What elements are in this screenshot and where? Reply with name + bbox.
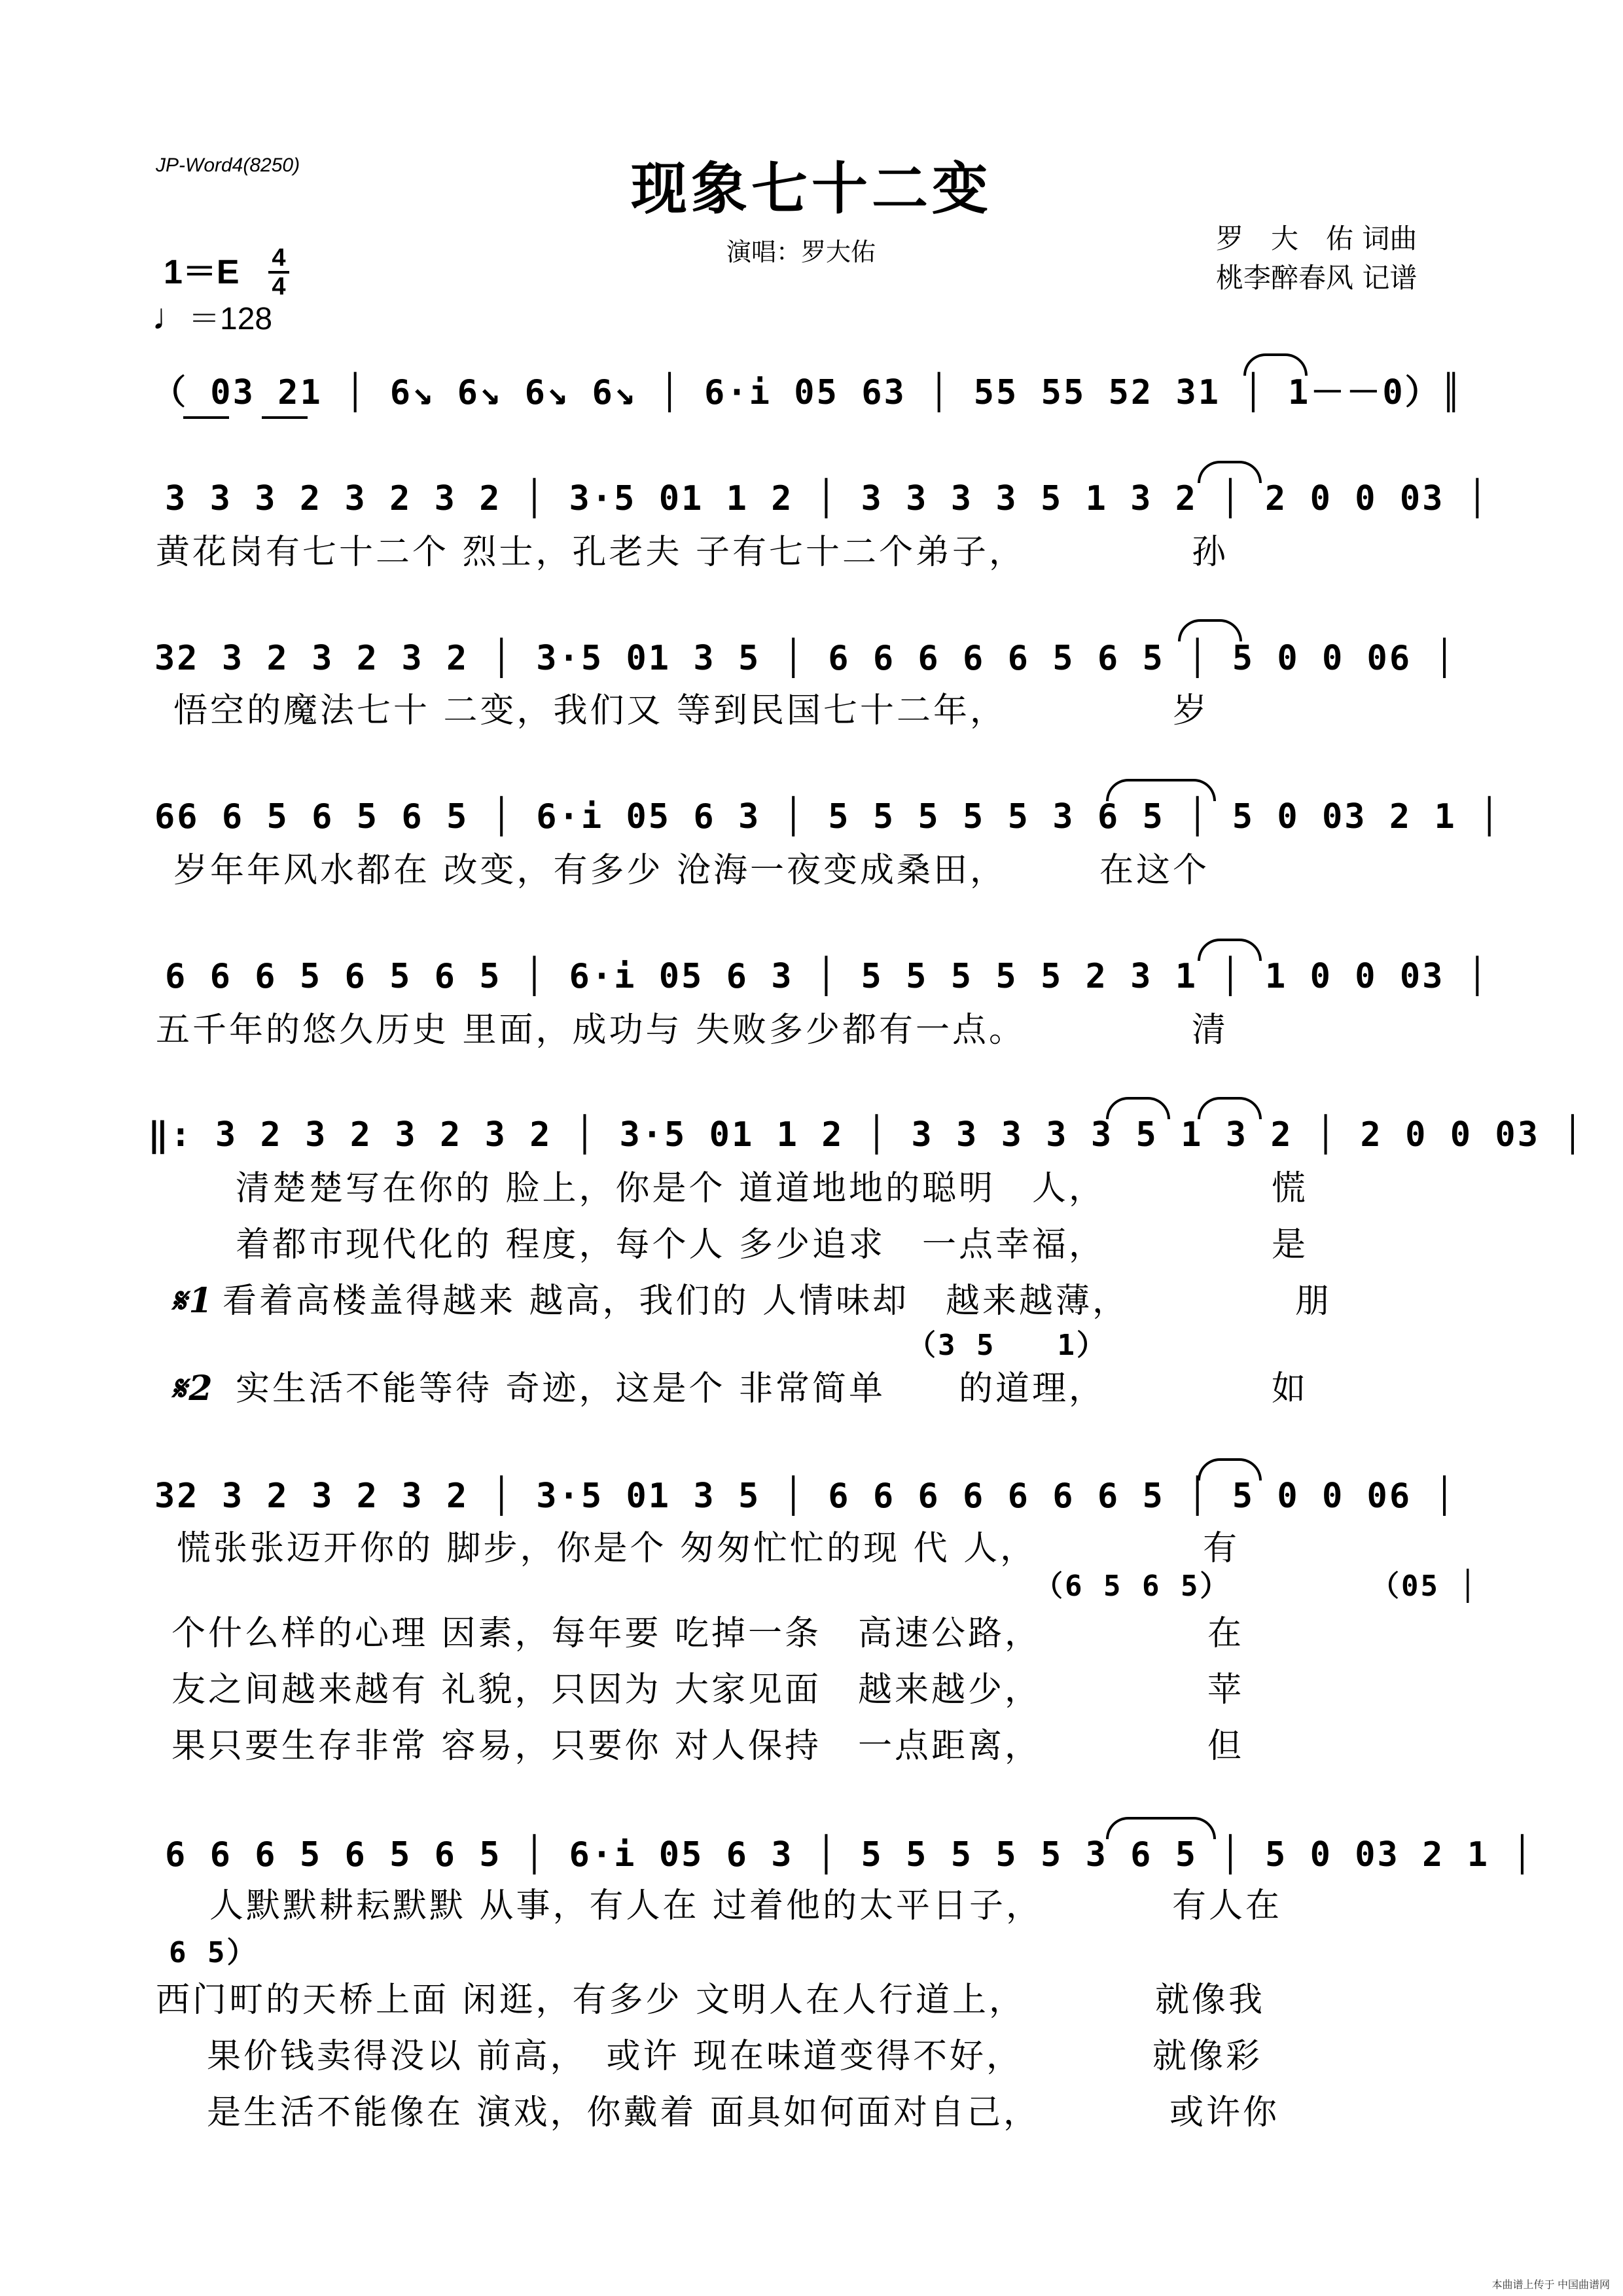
time-signature bbox=[268, 244, 289, 301]
lyric-line-4: 五千年的悠久历史 里面，成功与 失败多少都有一点。 清 bbox=[156, 1011, 1229, 1050]
tie-arc bbox=[1106, 1817, 1216, 1839]
notation-line-6: 32 3 2 3 2 3 2 │ 3·5 01 3 5 │ 6 6 6 6 6 6 6 5 │ 5 0 0 06 │ bbox=[154, 1477, 1457, 1516]
lyric-verse-3b: 友之间越来越有 礼貌，只因为 大家见面 越来越少， 苹 bbox=[171, 1670, 1245, 1710]
lyric-line-3: 岁年年风水都在 改变，有多少 沧海一夜变成桑田， 在这个 bbox=[173, 851, 1210, 890]
underline bbox=[183, 416, 229, 419]
segno-2-icon: 𝄋2 bbox=[171, 1369, 215, 1408]
alt-notation: （05 │ bbox=[1370, 1570, 1478, 1603]
alt-notation: （3 5 1） bbox=[907, 1329, 1107, 1362]
notation-line-7: 6 6 6 5 6 5 6 5 │ 6·i 05 6 3 │ 5 5 5 5 5 3 6 5 │ 5 0 03 2 1 │ bbox=[165, 1835, 1535, 1874]
quarter-note-icon: ♩ bbox=[152, 296, 188, 337]
lyric-verse-1b: 慌张张迈开你的 脚步，你是个 匆匆忙忙的现 代 人， 有 bbox=[177, 1529, 1240, 1568]
notation-line-intro: （ 03 21 │ 6↘ 6↘ 6↘ 6↘ │ 6·i 05 63 │ 55 55 52 31 │ 1－－0）║ bbox=[152, 373, 1463, 412]
notation-line-1: 3 3 3 2 3 2 3 2 │ 3·5 01 1 2 │ 3 3 3 3 5 1 3 2 │ 2 0 0 03 │ bbox=[165, 479, 1490, 518]
lyric-verse-2c: 西门町的天桥上面 闲逛，有多少 文明人在人行道上， 就像我 bbox=[156, 1981, 1266, 2020]
lyric-verse-3: 看着高楼盖得越来 越高，我们的 人情味却 越来越薄， 朋 bbox=[223, 1282, 1332, 1321]
tempo-marking bbox=[152, 298, 272, 335]
tie-arc bbox=[1198, 1458, 1262, 1480]
alt-notation: 6 5） bbox=[169, 1936, 258, 1969]
lyric-line-1: 黄花岗有七十二个 烈士，孔老夫 子有七十二个弟子， 孙 bbox=[156, 533, 1229, 572]
tie-arc bbox=[1106, 1097, 1170, 1119]
lyric-verse-1c: 人默默耕耘默默 从事，有人在 过着他的太平日子， 有人在 bbox=[209, 1886, 1283, 1926]
segno-1-icon: 𝄋1 bbox=[171, 1281, 215, 1321]
alt-notation: （6 5 6 5） bbox=[1034, 1570, 1231, 1603]
footer-source: 本曲谱上传于 中国曲谱网 bbox=[1491, 2280, 1610, 2291]
lyric-verse-4c: 是生活不能像在 演戏，你戴着 面具如何面对自己， 或许你 bbox=[207, 2093, 1280, 2132]
lyric-verse-2b: 个什么样的心理 因素，每年要 吃掉一条 高速公路， 在 bbox=[171, 1614, 1245, 1653]
key-signature: 1＝E bbox=[164, 253, 240, 291]
lyric-verse-3c: 果价钱卖得没以 前高， 或许 现在味道变得不好， 就像彩 bbox=[207, 2037, 1263, 2076]
tie-arc bbox=[1243, 353, 1308, 376]
singer-credit: 演唱：罗大佑 bbox=[726, 238, 876, 266]
time-top: 4 bbox=[272, 244, 286, 272]
lyric-line-2: 悟空的魔法七十 二变，我们又 等到民国七十二年， 岁 bbox=[173, 691, 1210, 730]
tie-arc bbox=[1198, 461, 1262, 483]
notation-line-2: 32 3 2 3 2 3 2 │ 3·5 01 3 5 │ 6 6 6 6 6 5 6 5 │ 5 0 0 06 │ bbox=[154, 639, 1457, 678]
notation-line-4: 6 6 6 5 6 5 6 5 │ 6·i 05 6 3 │ 5 5 5 5 5 2 3 1 │ 1 0 0 03 │ bbox=[165, 957, 1490, 996]
time-bottom: 4 bbox=[272, 273, 286, 301]
lyric-verse-2: 着都市现代化的 程度，每个人 多少追求 一点幸福， 是 bbox=[236, 1225, 1309, 1265]
tie-arc bbox=[1178, 619, 1242, 641]
composer-credit: 罗 大 佑 词曲 bbox=[1216, 223, 1418, 255]
lyric-verse-4: 实生活不能等待 奇迹，这是个 非常简单 的道理， 如 bbox=[236, 1369, 1309, 1408]
song-title: 现象七十二变 bbox=[631, 156, 992, 222]
tie-arc bbox=[1198, 939, 1262, 961]
notation-line-5: ‖: 3 2 3 2 3 2 3 2 │ 3·5 01 1 2 │ 3 3 3 3 3 5 1 3 2 │ 2 0 0 03 │ bbox=[148, 1115, 1585, 1155]
lyric-verse-1: 清楚楚写在你的 脸上，你是个 道道地地的聪明 人， 慌 bbox=[236, 1169, 1309, 1208]
tie-arc bbox=[1106, 779, 1216, 801]
lyric-verse-4b: 果只要生存非常 容易，只要你 对人保持 一点距离， 但 bbox=[171, 1727, 1245, 1766]
underline bbox=[262, 416, 308, 419]
software-label: JP-Word4(8250) bbox=[156, 154, 300, 176]
tie-arc bbox=[1198, 1097, 1262, 1119]
transcriber-credit: 桃李醉春风 记谱 bbox=[1216, 262, 1418, 294]
notation-line-3: 66 6 5 6 5 6 5 │ 6·i 05 6 3 │ 5 5 5 5 5 3 6 5 │ 5 0 03 2 1 │ bbox=[154, 797, 1502, 836]
tempo-value: ＝128 bbox=[188, 302, 273, 336]
